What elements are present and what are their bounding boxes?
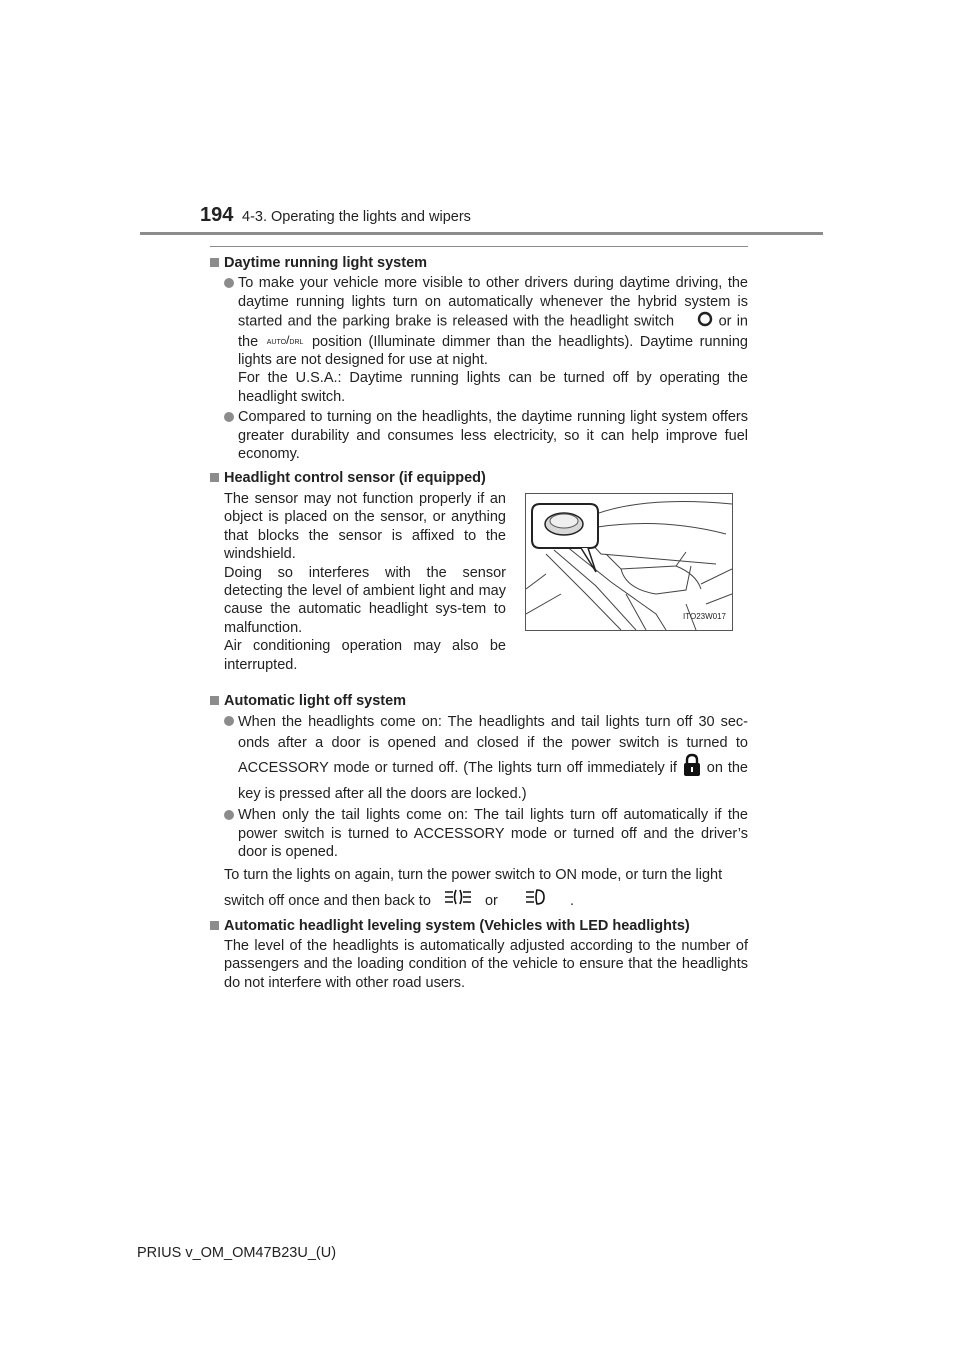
sensor-block (210, 490, 748, 686)
round-bullet-icon (224, 810, 234, 820)
page-number: 194 (200, 204, 234, 226)
round-bullet-icon (224, 412, 234, 422)
lock-icon (682, 753, 702, 784)
square-bullet-icon (210, 473, 219, 482)
square-bullet-icon (210, 921, 219, 930)
round-bullet-icon (224, 716, 234, 726)
sensor-description: The sensor may not function properly if an object is placed on the sensor, or anything that blocks the sensor is affixed to the windshield. Doing so interferes with the sensor detecting the level of ambient light and may cause the automatic headlight sys-tem to malfunction. Air conditioning operation may also be interrupted. (224, 490, 506, 673)
section-heading-auto-off: Automatic light off system (210, 692, 748, 710)
auto-off-note: To turn the lights on again, turn the power switch to ON mode, or turn the light switch off once and then back to or . (210, 864, 748, 915)
header-divider (140, 232, 823, 235)
square-bullet-icon (210, 696, 219, 705)
auto-off-bullet-2: When only the tail lights come on: The tail lights turn off automatically if the power switch is turned to ACCESSORY mode or turned off and the driver’s door is opened. (210, 806, 748, 861)
drl-bullet-1: To make your vehicle more visible to other drivers during daytime driving, the daytime running lights turn on automatically whenever the hybrid system is started and the parking brake is released with the headlight switch or in the AUTO/DRL position (Illuminate dimmer than the headlights). Daytime running lights are not designed for use at night. For the U.S.A.: Daytime running lights can be turned off by operating the headlight switch. (210, 274, 748, 406)
square-bullet-icon (210, 258, 219, 267)
section-heading-sensor: Headlight control sensor (if equipped) (210, 469, 748, 487)
page-footer: PRIUS v_OM_OM47B23U_(U) (137, 1245, 337, 1261)
section-heading-leveling: Automatic headlight leveling system (Vehicles with LED headlights) (210, 917, 748, 935)
headlight-low-beam-icon (443, 887, 473, 915)
light-switch-off-icon (697, 311, 713, 332)
sensor-illustration (525, 493, 733, 631)
leveling-text: The level of the headlights is automatically adjusted according to the number of passengers and the loading condition of the vehicle to ensure that the headlights do not interfere with other road users. (224, 937, 748, 991)
auto-drl-icon: AUTO/DRL (266, 333, 304, 348)
section-title: 4-3. Operating the lights and wipers (242, 209, 471, 225)
auto-off-bullet-1: When the headlights come on: The headlights and tail lights turn off 30 sec-onds after a door is opened and closed if the power switch is turned to ACCESSORY mode or turned off. (The lights turn off immediately if on the key is pressed after all the doors are locked.) (210, 712, 748, 804)
page-content (210, 254, 748, 992)
content-divider (210, 246, 748, 247)
section-heading-drl: Daytime running light system (210, 254, 748, 272)
figure-code: ITO23W017 (683, 612, 726, 622)
drl-bullet-2: Compared to turning on the headlights, the daytime running light system offers greater durability and consumes less electricity, so it can help improve fuel economy. (210, 408, 748, 463)
headlight-icon (524, 887, 548, 915)
round-bullet-icon (224, 278, 234, 288)
